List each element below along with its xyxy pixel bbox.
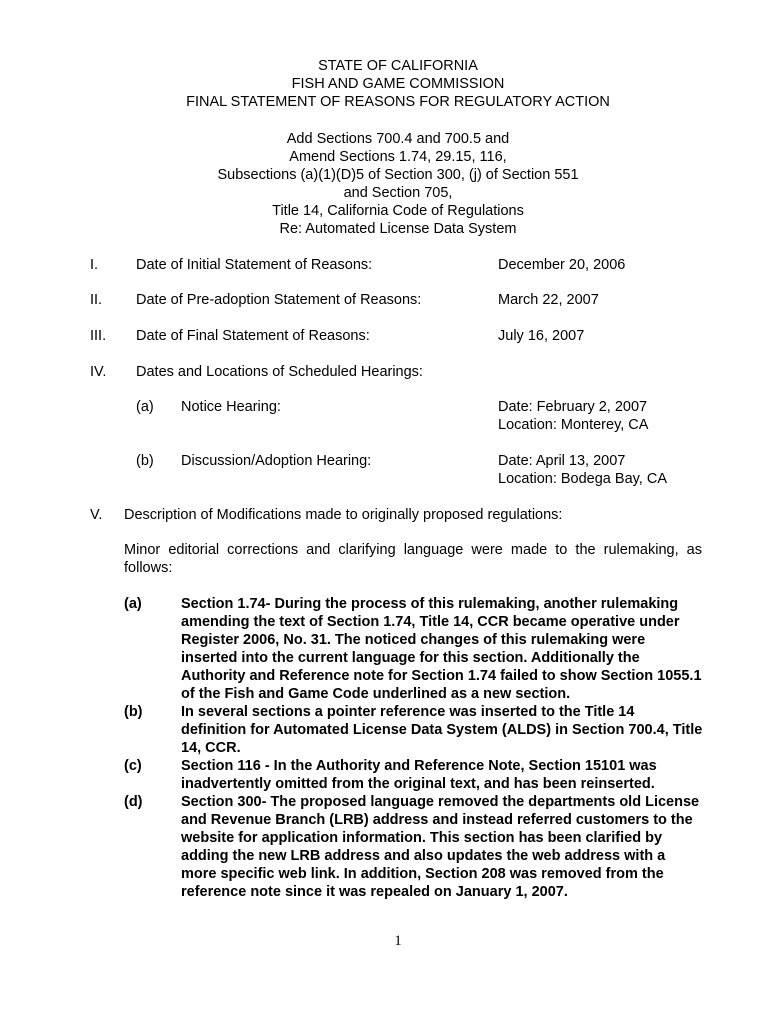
hearing-a-location: Location: Monterey, CA: [498, 417, 649, 433]
hearing-b-location: Location: Bodega Bay, CA: [498, 471, 668, 487]
header-title: FINAL STATEMENT OF REASONS FOR REGULATORY ACTION: [186, 94, 610, 110]
subject-line-3: Subsections (a)(1)(D)5 of Section 300, (j) of Section 551: [217, 167, 579, 183]
section-4-number: IV.: [90, 364, 107, 380]
modification-c-letter: (c): [124, 758, 142, 774]
modification-d-letter: (d): [124, 794, 143, 810]
modification-b-letter: (b): [124, 704, 143, 720]
subject-line-5: Title 14, California Code of Regulations: [272, 203, 524, 219]
modification-c-text: Section 116 - In the Authority and Reference Note, Section 15101 was inadvertently omitted from the original text, and has been reinserted.: [181, 758, 657, 792]
section-2-label: Date of Pre-adoption Statement of Reasons:: [136, 292, 422, 308]
section-1-number: I.: [90, 257, 99, 273]
section-5-label: Description of Modifications made to originally proposed regulations:: [124, 507, 563, 523]
modification-a-letter: (a): [124, 596, 142, 612]
section-1-value: December 20, 2006: [498, 257, 626, 273]
section-3-label: Date of Final Statement of Reasons:: [136, 328, 370, 344]
section-5-intro: Minor editorial corrections and clarifying language were made to the rulemaking, as follows:: [124, 542, 702, 576]
subject-line-4: and Section 705,: [343, 185, 453, 201]
section-3-value: July 16, 2007: [498, 328, 585, 344]
header-state: STATE OF CALIFORNIA: [318, 58, 478, 74]
header-commission: FISH AND GAME COMMISSION: [291, 76, 505, 92]
hearing-a-date: Date: February 2, 2007: [498, 399, 648, 415]
section-4-label: Dates and Locations of Scheduled Hearings:: [136, 364, 423, 380]
section-2-value: March 22, 2007: [498, 292, 599, 308]
subject-line-2: Amend Sections 1.74, 29.15, 116,: [289, 149, 507, 165]
subject-line-1: Add Sections 700.4 and 700.5 and: [286, 131, 510, 147]
section-2-number: II.: [90, 292, 103, 308]
page-number: 1: [394, 933, 402, 949]
hearing-b-letter: (b): [136, 453, 154, 469]
modification-b-text: In several sections a pointer reference was inserted to the Title 14 definition for Automated License Data System (ALDS) in Section 700.4, Title 14, CCR.: [181, 704, 703, 756]
modification-a-text: Section 1.74- During the process of this rulemaking, another rulemaking amending the text of Section 1.74, Title 14, CCR became operative under Register 2006, No. 31. The noticed changes of this rulemaking were inserted into the current language for this section. Additionally the Authority and Reference note for Section 1.74 failed to show Section 1055.1 of the Fish and Game Code underlined as a new section.: [181, 596, 702, 702]
hearing-b-date: Date: April 13, 2007: [498, 453, 626, 469]
subject-line-6: Re: Automated License Data System: [279, 221, 517, 237]
section-1-label: Date of Initial Statement of Reasons:: [136, 257, 373, 273]
hearing-a-label: Notice Hearing:: [181, 399, 281, 415]
section-5-number: V.: [90, 507, 103, 523]
hearing-a-letter: (a): [136, 399, 154, 415]
hearing-b-label: Discussion/Adoption Hearing:: [181, 453, 372, 469]
modification-d-text: Section 300- The proposed language removed the departments old License and Revenue Branch (LRB) address and instead referred customers to the website for application information. This section has been clarified by adding the new LRB address and also updates the web address with a more specific web link. In addition, Section 208 was removed from the reference note since it was repealed on January 1, 2007.: [181, 794, 700, 900]
section-3-number: III.: [90, 328, 107, 344]
